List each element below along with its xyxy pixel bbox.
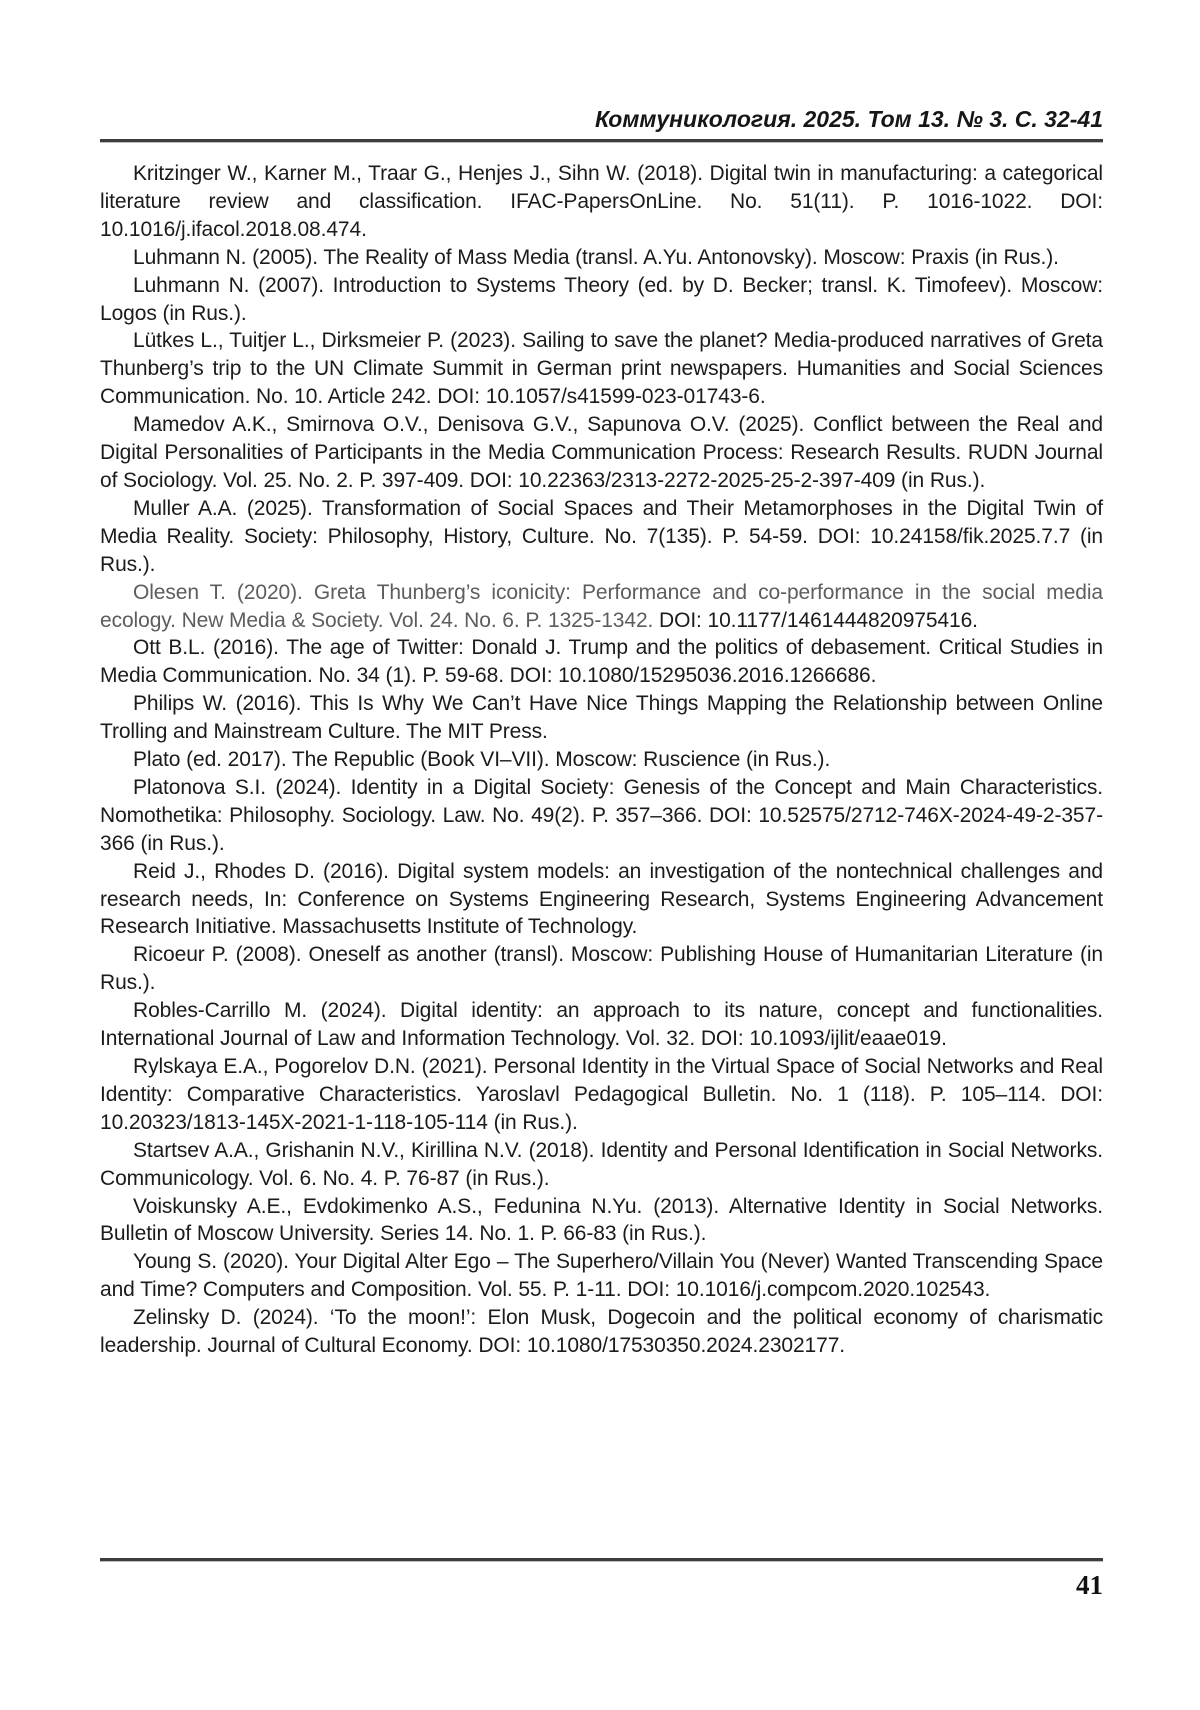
reference-text: Voiskunsky A.E., Evdokimenko A.S., Fedunina N.Yu. (2013). Alternative Identity in Social Networks. Bulletin of Moscow University. Series 14. No. 1. P. 66-83 (in Rus.). [100,1194,1103,1246]
reference-item [100,1193,1103,1249]
reference-text: Reid J., Rhodes D. (2016). Digital system models: an investigation of the nontechnical challenges and research needs, In: Conference on Systems Engineering Research, Systems Engineering Advancement Research Initiative. Massachusetts Institute of Technology. [100,859,1103,939]
reference-item [100,495,1103,579]
reference-item [100,690,1103,746]
reference-item [100,244,1103,272]
reference-item [100,160,1103,244]
reference-item [100,746,1103,774]
reference-text: Young S. (2020). Your Digital Alter Ego – The Superhero/Villain You (Never) Wanted Transcending Space and Time? Computers and Composition. Vol. 55. P. 1-11. DOI: 10.1016/j.compcom.2020.102543. [100,1250,1103,1302]
reference-item [100,634,1103,690]
reference-text: Startsev A.A., Grishanin N.V., Kirillina N.V. (2018). Identity and Personal Identification in Social Networks. Communicology. Vol. 6. No. 4. P. 76-87 (in Rus.). [100,1138,1103,1190]
reference-item [100,1304,1103,1360]
reference-item [100,327,1103,411]
reference-item [100,411,1103,495]
reference-text: Mamedov A.K., Smirnova O.V., Denisova G.V., Sapunova O.V. (2025). Conflict between the Real and Digital Personalities of Participants in the Media Communication Process: Research Results. RUDN Journal of Sociology. Vol. 25. No. 2. P. 397-409. DOI: 10.22363/2313-2272-2025-25-2-397-409 (in Rus.). [100,413,1103,492]
reference-item [100,1053,1103,1137]
reference-text: Platonova S.I. (2024). Identity in a Digital Society: Genesis of the Concept and Main Characteristics. Nomothetika: Philosophy. Sociology. Law. No. 49(2). P. 357–366. DOI: 10.52575/2712-746X-2024-49-2-357-366 (in Rus.). [100,775,1103,855]
reference-item [100,997,1103,1053]
reference-item [100,1248,1103,1304]
reference-text: Kritzinger W., Karner M., Traar G., Henjes J., Sihn W. (2018). Digital twin in manufacturing: a categorical literature review and classification. IFAC-PapersOnLine. No. 51(11). P. 1016-1022. DOI: 10.1016/j.ifacol.2018.08.474. [100,162,1103,241]
reference-text: Luhmann N. (2005). The Reality of Mass Media (transl. A.Yu. Antonovsky). Moscow: Praxis (in Rus.). [133,245,1059,269]
reference-text: Ricoeur P. (2008). Oneself as another (transl). Moscow: Publishing House of Humanitarian Literature (in Rus.). [100,943,1103,995]
reference-item [100,941,1103,997]
footer-rule [100,1558,1103,1562]
reference-text: Zelinsky D. (2024). ‘To the moon!’: Elon Musk, Dogecoin and the political economy of charismatic leadership. Journal of Cultural Economy. DOI: 10.1080/17530350.2024.2302177. [100,1306,1103,1358]
reference-text: Lütkes L., Tuitjer L., Dirksmeier P. (2023). Sailing to save the planet? Media-produced narratives of Greta Thunberg’s trip to the UN Climate Summit in German print newspapers. Humanities and Social Sciences Communication. No. 10. Article 242. DOI: 10.1057/s41599-023-01743-6. [100,329,1103,409]
header-rule [100,139,1103,143]
reference-text: Rylskaya E.A., Pogorelov D.N. (2021). Personal Identity in the Virtual Space of Social Networks and Real Identity: Comparative Characteristics. Yaroslavl Pedagogical Bulletin. No. 1 (118). P. 105–114. DOI: 10.20323/1813-145X-2021-1-118-105-114 (in Rus.). [100,1055,1103,1134]
reference-text: Robles-Carrillo M. (2024). Digital identity: an approach to its nature, concept and functionalities. International Journal of Law and Information Technology. Vol. 32. DOI: 10.1093/ijlit/eaae019. [100,999,1103,1051]
page-number: 41 [1076,1570,1103,1600]
reference-text: Muller A.A. (2025). Transformation of Social Spaces and Their Metamorphoses in the Digital Twin of Media Reality. Society: Philosophy, History, Culture. No. 7(135). P. 54-59. DOI: 10.24158/fik.2025.7.7 (in Rus.). [100,496,1103,576]
reference-item [100,858,1103,942]
reference-item [100,579,1103,635]
running-head: Коммуникология. 2025. Том 13. № 3. С. 32-41 [595,106,1103,132]
reference-item [100,774,1103,858]
reference-text: Luhmann N. (2007). Introduction to Systems Theory (ed. by D. Becker; transl. K. Timofeev). Moscow: Logos (in Rus.). [100,273,1103,325]
references-list [100,160,1103,1360]
reference-text: Ott B.L. (2016). The age of Twitter: Donald J. Trump and the politics of debasement. Critical Studies in Media Communication. No. 34 (1). P. 59-68. DOI: 10.1080/15295036.2016.1266686. [100,636,1103,688]
reference-text: Plato (ed. 2017). The Republic (Book VI–VII). Moscow: Ruscience (in Rus.). [133,748,831,772]
reference-text: Philips W. (2016). This Is Why We Can’t Have Nice Things Mapping the Relationship between Online Trolling and Mainstream Culture. The MIT Press. [100,692,1103,744]
reference-text: Olesen T. (2020). Greta Thunberg’s iconicity: Performance and co-performance in the social media ecology. New Media & Society. Vol. 24. No. 6. P. 1325-1342. [100,580,1103,632]
reference-text: DOI: 10.1177/1461444820975416. [659,608,978,632]
reference-item [100,272,1103,328]
reference-item [100,1137,1103,1193]
